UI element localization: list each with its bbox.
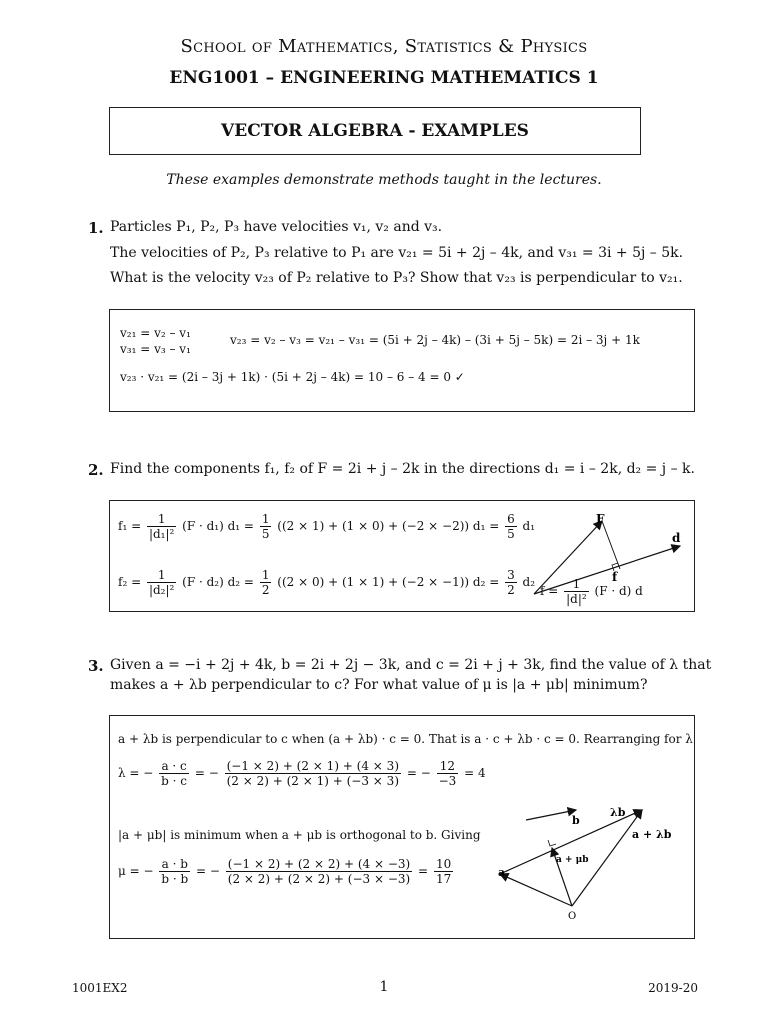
f1-res-num: 6	[507, 512, 515, 526]
page-title: VECTOR ALGEBRA - EXAMPLES	[221, 121, 529, 141]
right-angle-mark-2	[548, 840, 556, 846]
q1-sol-d: v₂₃ · v₂₁ = (2i – 3j + 1k) · (5i + 2j – 4k) = 10 – 6 – 4 = 0 ✓	[120, 370, 465, 384]
f1-half	[260, 512, 272, 541]
q3-lambda-row	[118, 756, 486, 790]
f1-half-num: 1	[261, 512, 270, 526]
q1-sol-c: v₂₃ = v₂ – v₃ = v₂₁ – v₃₁ = (5i + 2j – 4k) – (3i + 5j – 5k) = 2i – 3j + 1k	[230, 333, 640, 347]
f1-lhs: f₁ =	[118, 519, 142, 533]
q1-line2: The velocities of P₂, P₃ relative to P₁ are v₂₁ = 5i + 2j – 4k, and v₃₁ = 3i + 5j – 5k.	[110, 245, 684, 261]
q3-mu-row	[118, 854, 455, 888]
lambda-mu-diagram	[490, 788, 690, 922]
diag-formula-frac	[564, 577, 589, 606]
lam-lhs: λ = −	[118, 766, 154, 780]
mu-num2: (−1 × 2) + (2 × 2) + (4 × −3)	[227, 857, 411, 871]
mu-frac3	[434, 857, 453, 886]
a-vector	[500, 874, 572, 906]
a-plus-mu-b-label: a + μb	[556, 855, 589, 865]
a-plus-lambda-b-label: a + λb	[632, 828, 672, 841]
mu-num: a · b	[159, 857, 190, 872]
f2-tail: d₂	[522, 575, 536, 589]
school-name: School of Mathematics, Statistics & Physics	[180, 36, 588, 57]
f1-res	[505, 512, 517, 541]
f-label: f	[612, 570, 618, 584]
f2-res-den: 2	[507, 583, 515, 597]
q2-solution-box	[109, 500, 695, 612]
q3-sol2: |a + μb| is minimum when a + μb is orthogonal to b. Giving	[118, 828, 481, 842]
lam-num: a · c	[159, 759, 189, 774]
mu-lhs: μ = −	[118, 864, 154, 878]
f2-res-num: 3	[507, 568, 515, 582]
lam-den3: −3	[438, 774, 457, 788]
lam-eq2: = −	[406, 766, 431, 780]
f2-mid: (F · d₂) d₂ =	[182, 575, 254, 589]
lam-frac2	[225, 759, 401, 788]
lam-num3: 12	[437, 759, 459, 774]
f1-half-den: 5	[261, 527, 270, 541]
course-title: ENG1001 – ENGINEERING MATHEMATICS 1	[169, 68, 599, 88]
lambda-b-label: λb	[610, 806, 626, 819]
diag-formula-rhs: (F · d) d	[594, 584, 643, 598]
intro-text: These examples demonstrate methods taught in the lectures.	[166, 172, 602, 188]
page-number: 1	[379, 979, 389, 995]
mu-eq: = −	[196, 864, 220, 878]
lam-den2: (2 × 2) + (2 × 1) + (−3 × 3)	[226, 774, 399, 788]
f2-paren: ((2 × 0) + (1 × 1) + (−2 × −1)) d₂ =	[277, 575, 500, 589]
q1-sol-a: v₂₁ = v₂ – v₁	[120, 326, 191, 340]
mu-num3: 10	[435, 857, 452, 871]
f1-res-den: 5	[507, 527, 515, 541]
q3-sol1: a + λb is perpendicular to c when (a + λb) · c = 0. That is a · c + λb · c = 0. Rearranging for λ	[118, 732, 693, 746]
q3-line1: Given a = −i + 2j + 4k, b = 2i + 2j − 3k, and c = 2i + j + 3k, find the value of λ that	[110, 657, 712, 673]
f1-num: 1	[147, 512, 176, 527]
q2-f2-row	[118, 567, 535, 597]
q1-line3: What is the velocity v₂₃ of P₂ relative to P₃? Show that v₂₃ is perpendicular to v₂₁.	[110, 270, 683, 286]
f1-frac	[147, 512, 176, 541]
q3-solution-box	[109, 715, 695, 939]
q3-number: 3.	[88, 657, 104, 675]
mu-den: b · b	[161, 872, 189, 886]
f2-half-num: 1	[261, 568, 270, 582]
diag-formula-num: 1	[564, 577, 589, 592]
lam-res: = 4	[464, 766, 486, 780]
diag-formula-lhs: f =	[540, 584, 559, 598]
lam-eq: = −	[194, 766, 219, 780]
f1-tail: d₁	[522, 519, 536, 533]
lam-frac3	[437, 759, 459, 788]
f2-lhs: f₂ =	[118, 575, 142, 589]
diag-formula	[540, 577, 643, 606]
a-label: a	[498, 866, 506, 879]
b-label: b	[572, 814, 580, 827]
q2-f1-row	[118, 511, 535, 541]
q1-solution-box	[109, 309, 695, 412]
diag-formula-den: |d|²	[566, 592, 587, 606]
mu-den2: (2 × 2) + (2 × 2) + (−3 × −3)	[227, 872, 411, 886]
lam-frac1	[159, 759, 189, 788]
f2-den: |d₂|²	[148, 583, 175, 597]
mu-frac2	[226, 857, 412, 886]
title-box	[109, 107, 641, 155]
footer-year: 2019-20	[648, 981, 698, 995]
perp-line	[602, 521, 620, 569]
q2-line1: Find the components f₁, f₂ of F = 2i + j – 2k in the directions d₁ = i – 2k, d₂ = j – k.	[110, 461, 695, 477]
q1-number: 1.	[88, 219, 104, 237]
mu-eq2: =	[418, 864, 429, 878]
f2-num: 1	[147, 568, 176, 583]
f2-half	[260, 568, 272, 597]
f2-frac	[147, 568, 176, 597]
f1-paren: ((2 × 1) + (1 × 0) + (−2 × −2)) d₁ =	[277, 519, 500, 533]
q2-number: 2.	[88, 461, 104, 479]
q3-line2: makes a + λb perpendicular to c? For what value of μ is |a + μb| minimum?	[110, 677, 648, 693]
lam-den: b · c	[161, 774, 188, 788]
footer-code: 1001EX2	[72, 981, 128, 995]
mu-den3: 17	[435, 872, 452, 886]
F-label: F	[596, 512, 605, 526]
f2-res	[505, 568, 517, 597]
f1-den: |d₁|²	[148, 527, 175, 541]
f1-mid: (F · d₁) d₁ =	[182, 519, 254, 533]
b-vector	[526, 810, 576, 820]
f2-half-den: 2	[261, 583, 270, 597]
q1-sol-b: v₃₁ = v₃ – v₁	[120, 342, 191, 356]
lam-num2: (−1 × 2) + (2 × 1) + (4 × 3)	[226, 759, 399, 773]
q1-line1: Particles P₁, P₂, P₃ have velocities v₁, v₂ and v₃.	[110, 219, 443, 235]
d-label: d	[672, 531, 681, 545]
mu-frac1	[159, 857, 190, 886]
origin-label: O	[568, 911, 577, 922]
